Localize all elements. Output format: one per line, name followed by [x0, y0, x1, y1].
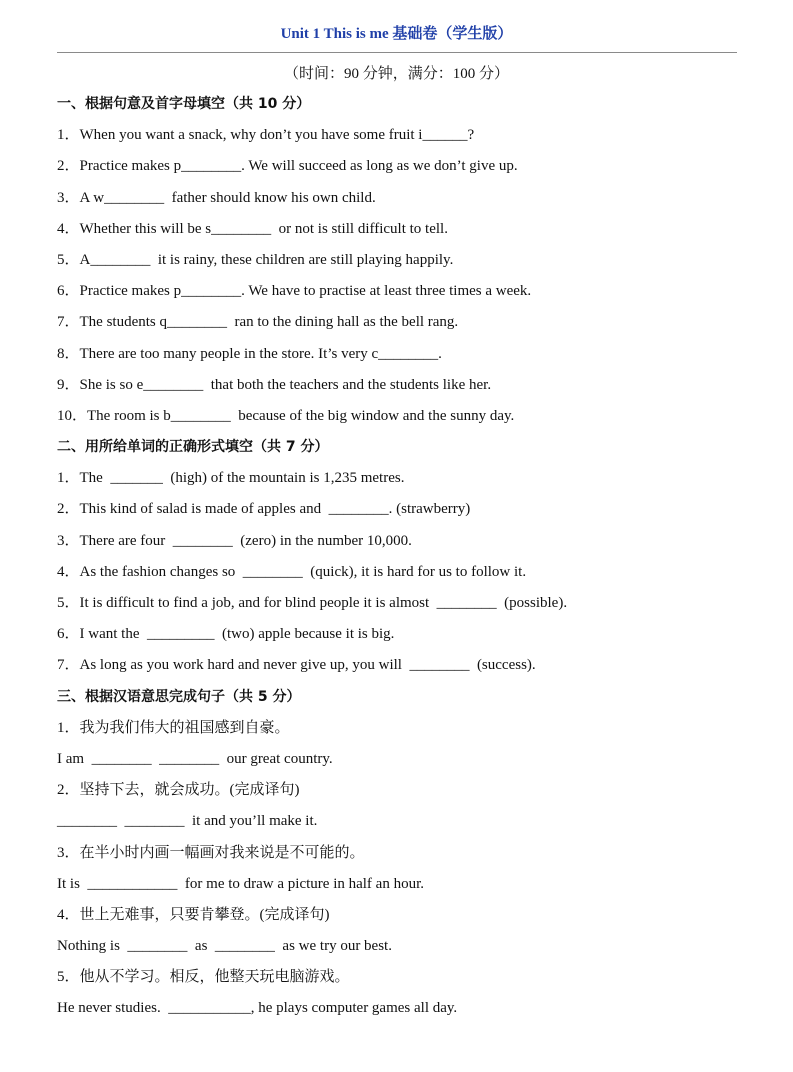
question-item: 1．When you want a snack, why don’t you have some fruit i______? — [57, 127, 475, 144]
question-item: 2．This kind of salad is made of apples and ________. (strawberry) — [57, 501, 471, 518]
question-prompt: 3．在半小时内画一幅画对我来说是不可能的。 — [57, 844, 365, 861]
question-item: 5．A________ it is rainy, these children are still playing happily. — [57, 251, 454, 268]
question-item: 1．The _______ (high) of the mountain is 1,235 metres. — [57, 470, 405, 487]
question-item: 6．I want the _________ (two) apple because it is big. — [57, 626, 395, 643]
section-heading: 一、根据句意及首字母填空（共 10 分） — [57, 96, 311, 112]
answer-line: I am ________ ________ our great country. — [57, 750, 333, 767]
answer-line: Nothing is ________ as ________ as we try our best. — [57, 938, 392, 955]
question-item: 8．There are too many people in the store. It’s very c________. — [57, 345, 442, 362]
answer-line: It is ____________ for me to draw a picture in half an hour. — [57, 875, 425, 892]
exam-body — [57, 93, 747, 1029]
question-item: 2．Practice makes p________. We will succeed as long as we don’t give up. — [57, 158, 518, 175]
header-divider — [57, 52, 737, 53]
question-item: 7．The students q________ ran to the dining hall as the bell rang. — [57, 314, 459, 331]
question-item: 4．As the fashion changes so ________ (quick), it is hard for us to follow it. — [57, 563, 527, 580]
question-prompt: 4．世上无难事，只要肯攀登。(完成译句) — [57, 906, 330, 923]
question-item: 7．As long as you work hard and never give up, you will ________ (success). — [57, 657, 536, 674]
exam-info: （时间：90 分钟，满分：100 分） — [283, 66, 509, 82]
question-prompt: 1．我为我们伟大的祖国感到自豪。 — [57, 719, 290, 736]
answer-line: He never studies. ___________, he plays computer games all day. — [57, 1000, 458, 1017]
question-item: 3．A w________ father should know his own child. — [57, 189, 376, 206]
question-item: 3．There are four ________ (zero) in the number 10,000. — [57, 532, 412, 549]
question-item: 9．She is so e________ that both the teachers and the students like her. — [57, 376, 492, 393]
question-item: 4．Whether this will be s________ or not is still difficult to tell. — [57, 220, 448, 237]
question-item: 10．The room is b________ because of the big window and the sunny day. — [57, 407, 515, 424]
question-item: 6．Practice makes p________. We have to practise at least three times a week. — [57, 283, 532, 300]
document-title: Unit 1 This is me 基础卷（学生版） — [280, 26, 513, 42]
question-prompt: 5．他从不学习。相反，他整天玩电脑游戏。 — [57, 969, 350, 986]
section-heading: 三、根据汉语意思完成句子（共 5 分） — [57, 688, 301, 705]
answer-line: ________ ________ it and you’ll make it. — [57, 813, 318, 830]
question-prompt: 2．坚持下去，就会成功。(完成译句) — [57, 782, 300, 799]
section-heading: 二、用所给单词的正确形式填空（共 7 分） — [57, 439, 329, 456]
question-item: 5．It is difficult to find a job, and for blind people it is almost ________ (possible). — [57, 595, 568, 611]
